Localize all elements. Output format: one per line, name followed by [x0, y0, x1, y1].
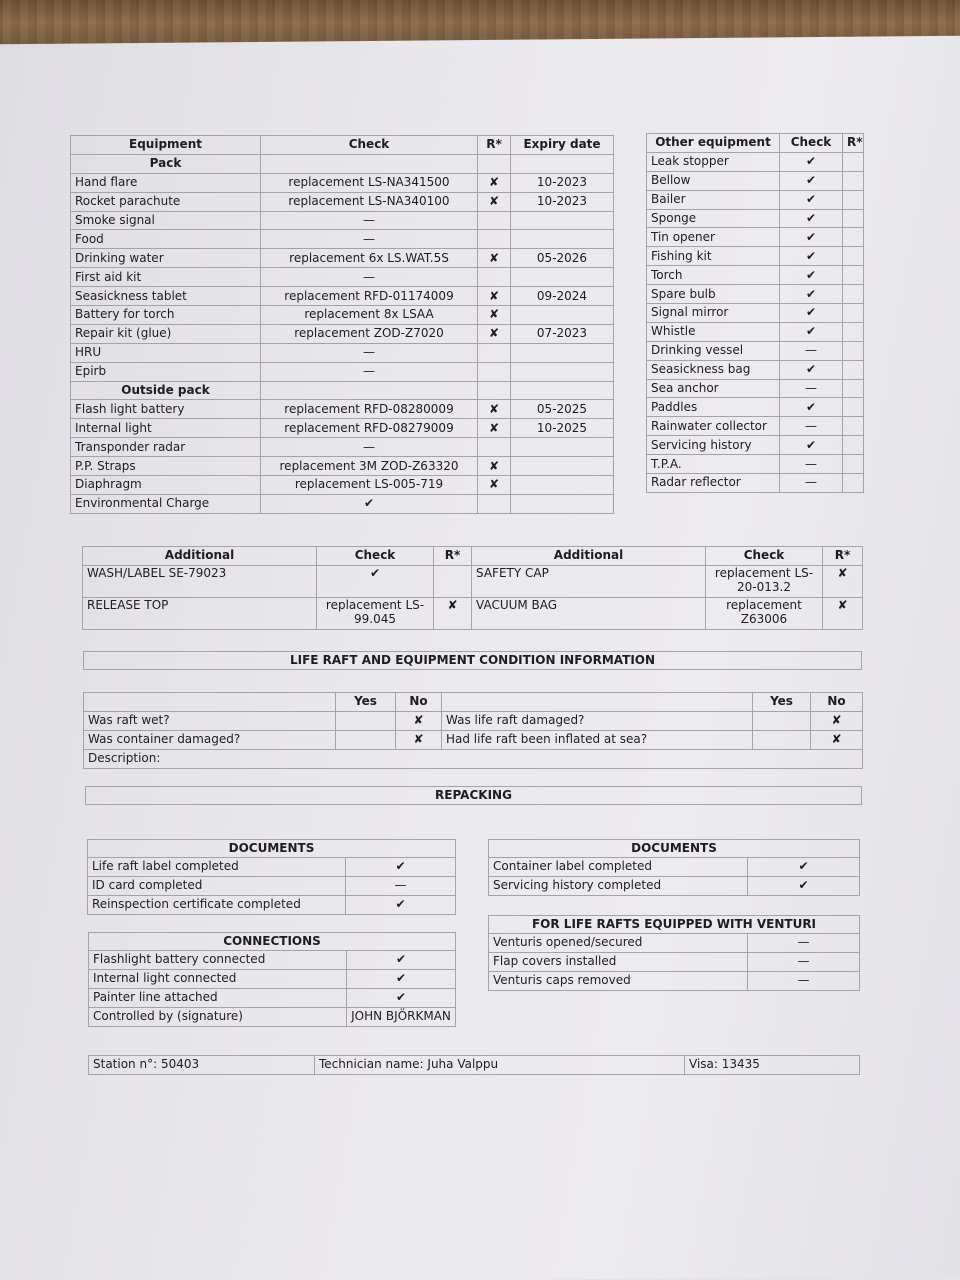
equipment-check: —	[261, 438, 478, 457]
no-header-right: No	[811, 693, 863, 712]
equipment-expiry: 09-2024	[511, 287, 614, 306]
other-equipment-check: ✔	[780, 360, 843, 379]
other-equipment-item: Sponge	[647, 209, 780, 228]
venturi-row	[489, 934, 860, 953]
other-equipment-row	[647, 341, 864, 360]
additional-r-header-right: R*	[823, 547, 863, 566]
venturi-table	[488, 915, 860, 991]
documents-left-table	[87, 839, 456, 915]
equipment-expiry	[511, 476, 614, 495]
other-equipment-item: Whistle	[647, 322, 780, 341]
other-equipment-item: Leak stopper	[647, 152, 780, 171]
documents-left-row	[88, 858, 456, 877]
other-equipment-check: ✔	[780, 436, 843, 455]
equipment-row	[71, 476, 614, 495]
other-r-header: R*	[843, 134, 864, 153]
equipment-row	[71, 173, 614, 192]
equipment-row	[71, 192, 614, 211]
equipment-item: Hand flare	[71, 173, 261, 192]
connections-table	[88, 932, 456, 1027]
other-equipment-item: Torch	[647, 266, 780, 285]
description-label: Description:	[84, 749, 863, 768]
documents-left-row	[88, 876, 456, 895]
other-equipment-header: Other equipment	[647, 134, 780, 153]
venturi-row	[489, 971, 860, 990]
equipment-expiry	[511, 343, 614, 362]
other-equipment-r	[843, 171, 864, 190]
equipment-row	[71, 457, 614, 476]
condition-yes-left	[336, 730, 396, 749]
documents-right-title: DOCUMENTS	[489, 840, 860, 858]
equipment-row	[71, 211, 614, 230]
additional-table	[82, 546, 863, 630]
other-equipment-r	[843, 322, 864, 341]
additional-item-left: WASH/LABEL SE-79023	[83, 565, 317, 597]
documents-right-row-item: Servicing history completed	[489, 876, 748, 895]
documents-right-row	[489, 876, 860, 895]
equipment-expiry	[511, 362, 614, 381]
venturi-row-check: —	[748, 971, 860, 990]
condition-yes-right	[753, 711, 811, 730]
empty-cell	[478, 154, 511, 173]
pack-section-label: Pack	[71, 154, 261, 173]
documents-right-table	[488, 839, 860, 896]
other-equipment-check: ✔	[780, 285, 843, 304]
equipment-check: ✔	[261, 494, 478, 513]
other-equipment-r	[843, 436, 864, 455]
equipment-expiry	[511, 268, 614, 287]
equipment-expiry: 07-2023	[511, 324, 614, 343]
condition-no-left: ✘	[396, 711, 442, 730]
expiry-header: Expiry date	[511, 136, 614, 155]
other-equipment-item: Paddles	[647, 398, 780, 417]
other-equipment-item: Sea anchor	[647, 379, 780, 398]
other-equipment-check: ✔	[780, 322, 843, 341]
equipment-check: replacement 3M ZOD-Z63320	[261, 457, 478, 476]
empty-cell	[511, 154, 614, 173]
empty-cell	[261, 381, 478, 400]
technician-name: Technician name: Juha Valppu	[315, 1056, 685, 1075]
equipment-row	[71, 438, 614, 457]
connections-row	[89, 988, 456, 1007]
other-equipment-check: ✔	[780, 398, 843, 417]
other-equipment-row	[647, 247, 864, 266]
other-equipment-check: ✔	[780, 209, 843, 228]
equipment-item: Seasickness tablet	[71, 287, 261, 306]
additional-check-header-left: Check	[317, 547, 434, 566]
other-equipment-item: Rainwater collector	[647, 417, 780, 436]
equipment-item: Diaphragm	[71, 476, 261, 495]
documents-right-row-check: ✔	[748, 858, 860, 877]
other-equipment-item: Servicing history	[647, 436, 780, 455]
additional-check-right: replacement Z63006	[706, 597, 823, 629]
equipment-item: Smoke signal	[71, 211, 261, 230]
documents-left-row-item: ID card completed	[88, 876, 346, 895]
documents-right-row-check: ✔	[748, 876, 860, 895]
equipment-row	[71, 230, 614, 249]
other-equipment-r	[843, 360, 864, 379]
other-equipment-row	[647, 360, 864, 379]
equipment-r-mark: ✘	[478, 400, 511, 419]
equipment-r-mark: ✘	[478, 324, 511, 343]
equipment-row	[71, 419, 614, 438]
documents-right-row-item: Container label completed	[489, 858, 748, 877]
documents-left-row-check: —	[346, 876, 456, 895]
other-equipment-row	[647, 190, 864, 209]
condition-question-left: Was raft wet?	[84, 711, 336, 730]
other-equipment-row	[647, 398, 864, 417]
venturi-row-check: —	[748, 934, 860, 953]
outside-pack-section	[71, 381, 614, 400]
condition-yes-right	[753, 730, 811, 749]
equipment-check: replacement 6x LS.WAT.5S	[261, 249, 478, 268]
other-equipment-r	[843, 190, 864, 209]
equipment-check: —	[261, 362, 478, 381]
other-equipment-r	[843, 152, 864, 171]
equipment-item: P.P. Straps	[71, 457, 261, 476]
additional-header-left: Additional	[83, 547, 317, 566]
other-equipment-check: —	[780, 379, 843, 398]
other-equipment-row	[647, 322, 864, 341]
other-equipment-r	[843, 266, 864, 285]
equipment-item: Environmental Charge	[71, 494, 261, 513]
other-equipment-check: ✔	[780, 228, 843, 247]
condition-row	[84, 730, 863, 749]
equipment-r-mark: ✘	[478, 249, 511, 268]
connections-row-item: Painter line attached	[89, 988, 347, 1007]
no-header-left: No	[396, 693, 442, 712]
equipment-item: Battery for torch	[71, 306, 261, 325]
equipment-item: Flash light battery	[71, 400, 261, 419]
additional-item-right: SAFETY CAP	[472, 565, 706, 597]
equipment-r-mark: ✘	[478, 287, 511, 306]
additional-row	[83, 597, 863, 629]
other-equipment-r	[843, 417, 864, 436]
equipment-check: replacement RFD-08279009	[261, 419, 478, 438]
equipment-row	[71, 324, 614, 343]
documents-left-title: DOCUMENTS	[88, 840, 456, 858]
other-equipment-item: Bellow	[647, 171, 780, 190]
condition-no-right: ✘	[811, 711, 863, 730]
equipment-expiry	[511, 457, 614, 476]
connections-row-item: Internal light connected	[89, 969, 347, 988]
equipment-item: HRU	[71, 343, 261, 362]
other-check-header: Check	[780, 134, 843, 153]
condition-question-right: Had life raft been inflated at sea?	[442, 730, 753, 749]
additional-r-right: ✘	[823, 565, 863, 597]
condition-yes-left	[336, 711, 396, 730]
other-equipment-r	[843, 455, 864, 474]
venturi-row-check: —	[748, 952, 860, 971]
other-equipment-check: —	[780, 417, 843, 436]
equipment-row	[71, 306, 614, 325]
equipment-r-mark	[478, 362, 511, 381]
equipment-check: replacement LS-NA341500	[261, 173, 478, 192]
equipment-item: Repair kit (glue)	[71, 324, 261, 343]
outside-pack-section-label: Outside pack	[71, 381, 261, 400]
equipment-item: Food	[71, 230, 261, 249]
equipment-check: —	[261, 211, 478, 230]
other-equipment-item: Seasickness bag	[647, 360, 780, 379]
equipment-r-mark: ✘	[478, 173, 511, 192]
other-equipment-row	[647, 266, 864, 285]
connections-row-check: ✔	[347, 988, 456, 1007]
equipment-check: replacement RFD-01174009	[261, 287, 478, 306]
other-equipment-row	[647, 436, 864, 455]
additional-r-left	[434, 565, 472, 597]
other-equipment-row	[647, 304, 864, 323]
other-equipment-r	[843, 285, 864, 304]
other-equipment-check: —	[780, 341, 843, 360]
equipment-item: Internal light	[71, 419, 261, 438]
equipment-item: Drinking water	[71, 249, 261, 268]
other-equipment-check: ✔	[780, 152, 843, 171]
documents-left-row-item: Reinspection certificate completed	[88, 895, 346, 914]
additional-check-left: replacement LS-99.045	[317, 597, 434, 629]
additional-r-right: ✘	[823, 597, 863, 629]
other-equipment-check: ✔	[780, 171, 843, 190]
additional-row	[83, 565, 863, 597]
connections-row-item: Controlled by (signature)	[89, 1007, 347, 1026]
connections-row-item: Flashlight battery connected	[89, 951, 347, 970]
yes-header-right: Yes	[753, 693, 811, 712]
connections-title: CONNECTIONS	[89, 933, 456, 951]
equipment-row	[71, 343, 614, 362]
other-equipment-row	[647, 417, 864, 436]
other-equipment-item: Spare bulb	[647, 285, 780, 304]
other-equipment-check: ✔	[780, 190, 843, 209]
station-number: Station n°: 50403	[89, 1056, 315, 1075]
yes-header-left: Yes	[336, 693, 396, 712]
condition-no-left: ✘	[396, 730, 442, 749]
equipment-item: Transponder radar	[71, 438, 261, 457]
other-equipment-r	[843, 304, 864, 323]
other-equipment-row	[647, 455, 864, 474]
equipment-row	[71, 494, 614, 513]
documents-right-row	[489, 858, 860, 877]
equipment-expiry: 05-2025	[511, 400, 614, 419]
additional-header-right: Additional	[472, 547, 706, 566]
equipment-item: First aid kit	[71, 268, 261, 287]
equipment-r-mark: ✘	[478, 306, 511, 325]
documents-left-row	[88, 895, 456, 914]
condition-row	[84, 711, 863, 730]
equipment-expiry	[511, 306, 614, 325]
equipment-r-mark	[478, 211, 511, 230]
equipment-expiry	[511, 211, 614, 230]
other-equipment-r	[843, 379, 864, 398]
venturi-title: FOR LIFE RAFTS EQUIPPED WITH VENTURI	[489, 916, 860, 934]
condition-question-left: Was container damaged?	[84, 730, 336, 749]
equipment-expiry	[511, 230, 614, 249]
other-equipment-item: Tin opener	[647, 228, 780, 247]
equipment-r-mark: ✘	[478, 476, 511, 495]
other-equipment-check: ✔	[780, 266, 843, 285]
equipment-check: replacement LS-005-719	[261, 476, 478, 495]
other-equipment-item: Radar reflector	[647, 474, 780, 493]
other-equipment-check: —	[780, 474, 843, 493]
connections-row-check: ✔	[347, 969, 456, 988]
documents-left-row-check: ✔	[346, 895, 456, 914]
other-equipment-row	[647, 228, 864, 247]
condition-title: LIFE RAFT AND EQUIPMENT CONDITION INFORMATION	[83, 651, 862, 670]
additional-check-left: ✔	[317, 565, 434, 597]
venturi-row-item: Venturis opened/secured	[489, 934, 748, 953]
additional-item-left: RELEASE TOP	[83, 597, 317, 629]
venturi-row	[489, 952, 860, 971]
additional-r-header-left: R*	[434, 547, 472, 566]
connections-row	[89, 1007, 456, 1026]
other-equipment-r	[843, 474, 864, 493]
equipment-expiry: 05-2026	[511, 249, 614, 268]
other-equipment-item: Signal mirror	[647, 304, 780, 323]
other-equipment-item: Fishing kit	[647, 247, 780, 266]
other-equipment-row	[647, 171, 864, 190]
equipment-check: replacement 8x LSAA	[261, 306, 478, 325]
equipment-check: —	[261, 268, 478, 287]
check-header: Check	[261, 136, 478, 155]
visa-number: Visa: 13435	[685, 1056, 860, 1075]
venturi-row-item: Flap covers installed	[489, 952, 748, 971]
equipment-check: replacement RFD-08280009	[261, 400, 478, 419]
equipment-r-mark: ✘	[478, 457, 511, 476]
equipment-r-mark	[478, 230, 511, 249]
equipment-row	[71, 287, 614, 306]
condition-no-right: ✘	[811, 730, 863, 749]
other-equipment-item: Drinking vessel	[647, 341, 780, 360]
equipment-r-mark: ✘	[478, 419, 511, 438]
other-equipment-row	[647, 379, 864, 398]
equipment-expiry	[511, 438, 614, 457]
empty-cell	[511, 381, 614, 400]
equipment-r-mark	[478, 494, 511, 513]
empty-cell	[478, 381, 511, 400]
other-equipment-check: ✔	[780, 247, 843, 266]
equipment-row	[71, 362, 614, 381]
condition-question-right: Was life raft damaged?	[442, 711, 753, 730]
equipment-expiry	[511, 494, 614, 513]
other-equipment-item: Bailer	[647, 190, 780, 209]
other-equipment-r	[843, 209, 864, 228]
additional-r-left: ✘	[434, 597, 472, 629]
equipment-expiry: 10-2023	[511, 173, 614, 192]
equipment-item: Epirb	[71, 362, 261, 381]
other-equipment-r	[843, 341, 864, 360]
equipment-expiry: 10-2025	[511, 419, 614, 438]
equipment-check: replacement LS-NA340100	[261, 192, 478, 211]
equipment-check: —	[261, 230, 478, 249]
other-equipment-row	[647, 285, 864, 304]
other-equipment-check: —	[780, 455, 843, 474]
other-equipment-r	[843, 228, 864, 247]
connections-row	[89, 951, 456, 970]
connections-row-check: JOHN BJÖRKMAN	[347, 1007, 456, 1026]
equipment-header: Equipment	[71, 136, 261, 155]
equipment-r-mark	[478, 438, 511, 457]
documents-left-row-item: Life raft label completed	[88, 858, 346, 877]
additional-check-header-right: Check	[706, 547, 823, 566]
other-equipment-r	[843, 247, 864, 266]
documents-left-row-check: ✔	[346, 858, 456, 877]
equipment-expiry: 10-2023	[511, 192, 614, 211]
equipment-r-mark	[478, 343, 511, 362]
equipment-r-mark	[478, 268, 511, 287]
equipment-check: replacement ZOD-Z7020	[261, 324, 478, 343]
connections-row	[89, 969, 456, 988]
connections-row-check: ✔	[347, 951, 456, 970]
equipment-row	[71, 400, 614, 419]
other-equipment-row	[647, 474, 864, 493]
equipment-table	[70, 135, 614, 514]
venturi-row-item: Venturis caps removed	[489, 971, 748, 990]
equipment-r-mark: ✘	[478, 192, 511, 211]
equipment-row	[71, 268, 614, 287]
repacking-title: REPACKING	[85, 786, 862, 805]
additional-item-right: VACUUM BAG	[472, 597, 706, 629]
footer-table	[88, 1055, 860, 1075]
other-equipment-row	[647, 152, 864, 171]
other-equipment-table	[646, 133, 864, 493]
other-equipment-row	[647, 209, 864, 228]
equipment-check: —	[261, 343, 478, 362]
equipment-item: Rocket parachute	[71, 192, 261, 211]
other-equipment-r	[843, 398, 864, 417]
pack-section	[71, 154, 614, 173]
equipment-row	[71, 249, 614, 268]
condition-table	[83, 692, 863, 769]
other-equipment-check: ✔	[780, 304, 843, 323]
empty-cell	[261, 154, 478, 173]
additional-check-right: replacement LS-20-013.2	[706, 565, 823, 597]
other-equipment-item: T.P.A.	[647, 455, 780, 474]
r-header: R*	[478, 136, 511, 155]
